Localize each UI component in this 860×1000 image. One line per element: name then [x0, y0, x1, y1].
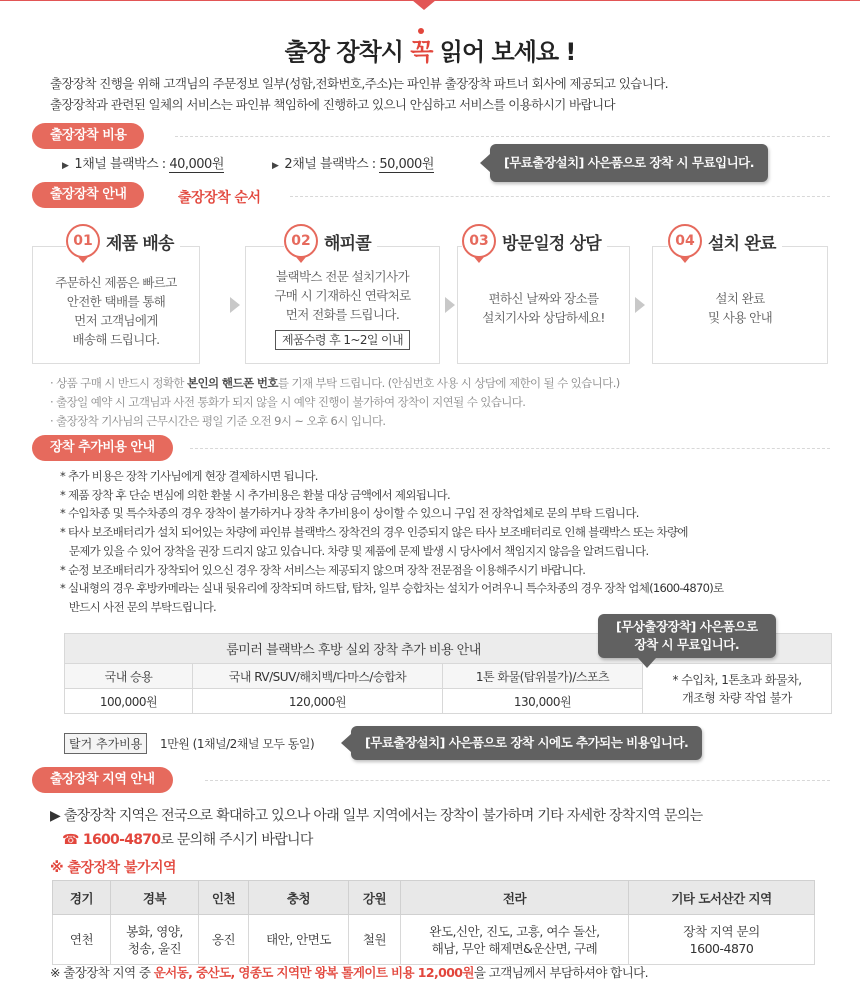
step-head-1: [66, 224, 180, 258]
section-pill-extra: 장착 추가비용 안내: [32, 435, 173, 461]
table-header: 국내 승용: [65, 664, 193, 689]
step-head-2: [284, 224, 377, 258]
table-cell: 철원: [349, 915, 401, 965]
table-cell: 장착 지역 문의 1600-4870: [629, 915, 815, 965]
step-card-4: [652, 246, 828, 364]
table-cell: 완도,신안, 진도, 고흥, 여수 돌산, 해남, 무안 해제면&운산면, 구례: [401, 915, 629, 965]
removal-cost-tag: 탈거 추가비용: [64, 733, 147, 754]
phone-number: ☎ 1600-4870: [62, 832, 161, 848]
table-cell: 120,000원: [193, 689, 443, 714]
section-pill-region: 출장장착 지역 안내: [32, 767, 173, 793]
table-cell: 태안, 안면도: [249, 915, 349, 965]
section-pill-guide: 출장장착 안내: [32, 182, 144, 208]
unavailable-title: ※ 출장장착 불가지역: [50, 860, 177, 876]
guide-notes: · 상품 구매 시 반드시 정확한 본인의 핸드폰 번호를 기재 부탁 드립니다. (안심번호 사용 시 상담에 제한이 될 수 있습니다.) · 출장일 예약 시 고객님과 사전 통화가 되지 않을 시 예약 진행이 불가하여 장착이 지연될 수 있습니다. · 출장장착 기사님의 근무시간은 평일 기준 오전 9시 ~ 오후 6시 입니다.: [50, 376, 620, 428]
arrow-right-icon: [230, 297, 240, 313]
table-cell: 봉화, 영양, 청송, 울진: [111, 915, 199, 965]
step-number-badge: 02: [284, 224, 318, 258]
cost-1ch: ▶ 1채널 블랙박스 : 40,000원: [62, 157, 224, 172]
title-highlight: 꼭: [410, 38, 433, 66]
step-head-4: [668, 224, 782, 258]
step-number-badge: 01: [66, 224, 100, 258]
region-table: [52, 880, 815, 965]
table-header: 경기: [53, 881, 111, 915]
table-header: 1톤 화물(탑위불가)/스포츠: [443, 664, 643, 689]
extra-cost-bullets: * 추가 비용은 장착 기사님에게 현장 결제하시면 됩니다. * 제품 장착 후 단순 변심에 의한 환불 시 추가비용은 환불 대상 금액에서 제외됩니다. * 수입차종 및 특수차종의 경우 장착이 불가하거나 장착 추가비용이 상이할 수 있으니 구입 전 장착업체로 문의 부탁 드립니다. * 타사 보조배터리가 설치 되어있는 차량에 파인뷰 블랙박스 장착건의 경우 인증되지 않은 타사 보조배터리로 인해 블랙박스 또는 차량에 문제가 있을 수 있어 장착을 권장 드리지 않고 있습니다. 차량 및 제품에 문제 발생 시 당사에서 책임지지 않음을 알려드립니다. * 순정 보조배터리가 장착되어 있으신 경우 장착 서비스는 제공되지 않으며 장착 전문점을 이용해주시기 바랍니다. * 실내형의 경우 후방카메라는 실내 뒷유리에 장착되며 하드탑, 탑차, 일부 승합차는 설치가 어려우니 특수차종의 경우 장착 업체(1600-4870)로 반드시 사전 문의 부탁드립니다.: [60, 469, 724, 614]
table-header: 인천: [199, 881, 249, 915]
region-info: ▶ 출장장착 지역은 전국으로 확대하고 있으나 아래 일부 지역에서는 장착이 불가하며 기타 자세한 장착지역 문의는 ☎ 1600-4870로 문의해 주시기 바랍니다: [50, 808, 703, 848]
triangle-right-icon: ▶: [272, 161, 279, 171]
step-desc: 주문하신 제품은 빠르고 안전한 택배를 통해 먼저 고객님에게 배송해 드립니다.: [55, 275, 177, 347]
table-cell: 옹진: [199, 915, 249, 965]
arrow-right-icon: [635, 297, 645, 313]
intro-text: 출장장착 진행을 위해 고객님의 주문정보 일부(성함,전화번호,주소)는 파인뷰 출장장착 파트너 회사에 제공되고 있습니다. 출장장착과 관련된 일체의 서비스는 파인뷰 책임하에 진행하고 있으니 안심하고 서비스를 이용하시기 바랍니다: [50, 76, 669, 112]
divider: [205, 780, 830, 781]
step-title: 설치 완료: [708, 233, 776, 254]
divider: [290, 196, 830, 197]
step-title: 해피콜: [324, 233, 371, 254]
step-card-1: [32, 246, 200, 364]
table-cell: 연천: [53, 915, 111, 965]
step-desc: 설치 완료 및 사용 안내: [707, 291, 773, 325]
table-cell: 130,000원: [443, 689, 643, 714]
step-number-badge: 03: [462, 224, 496, 258]
section-pill-cost: 출장장착 비용: [32, 123, 144, 149]
page-title: 출장 장착시 꼭 읽어 보세요 !: [284, 38, 576, 66]
step-time-badge: 제품수령 후 1~2일 이내: [275, 330, 410, 350]
removal-cost-text: 1만원 (1채널/2채널 모두 동일): [160, 737, 315, 751]
guide-subtitle: 출장장착 순서: [178, 190, 261, 206]
step-card-2: [245, 246, 440, 364]
free-mount-tooltip: [무상출장장착] 사은품으로 장착 시 무료입니다.: [598, 614, 776, 658]
triangle-right-icon: ▶: [62, 161, 69, 171]
divider: [190, 448, 830, 449]
table-header: 강원: [349, 881, 401, 915]
step-number-badge: 04: [668, 224, 702, 258]
table-header: 국내 RV/SUV/해치백/다마스/승합차: [193, 664, 443, 689]
step-head-3: [462, 224, 607, 258]
divider: [175, 136, 830, 137]
table-header: 경북: [111, 881, 199, 915]
table-cell: 100,000원: [65, 689, 193, 714]
table-note: * 수입차, 1톤초과 화물차, 개조형 차량 작업 불가: [643, 664, 832, 714]
table-caption: 룸미러 블랙박스 후방 실외 장착 추가 비용 안내: [65, 634, 643, 664]
toll-footnote: ※ 출장장착 지역 중 운서동, 중산도, 영종도 지역만 왕복 톨게이트 비용 12,000원을 고객님께서 부담하셔야 합니다.: [50, 965, 649, 980]
table-header: 충청: [249, 881, 349, 915]
step-card-3: [457, 246, 630, 364]
arrow-right-icon: [445, 297, 455, 313]
top-notch-icon: [412, 0, 436, 10]
step-desc: 편하신 날짜와 장소를 설치기사와 상담하세요!: [482, 291, 605, 325]
free-install-tooltip: [무료출장설치] 사은품으로 장착 시 무료입니다.: [490, 144, 768, 182]
table-header: 전라: [401, 881, 629, 915]
removal-tooltip: [무료출장설치] 사은품으로 장착 시에도 추가되는 비용입니다.: [351, 726, 702, 760]
step-desc: 블랙박스 전문 설치기사가 구매 시 기재하신 연락처로 먼저 전화를 드립니다. 제품수령 후 1~2일 이내: [246, 267, 439, 350]
cost-2ch: ▶ 2채널 블랙박스 : 50,000원: [272, 157, 434, 172]
step-title: 제품 배송: [106, 233, 174, 254]
step-title: 방문일정 상담: [502, 233, 601, 254]
table-header: 기타 도서산간 지역: [629, 881, 815, 915]
